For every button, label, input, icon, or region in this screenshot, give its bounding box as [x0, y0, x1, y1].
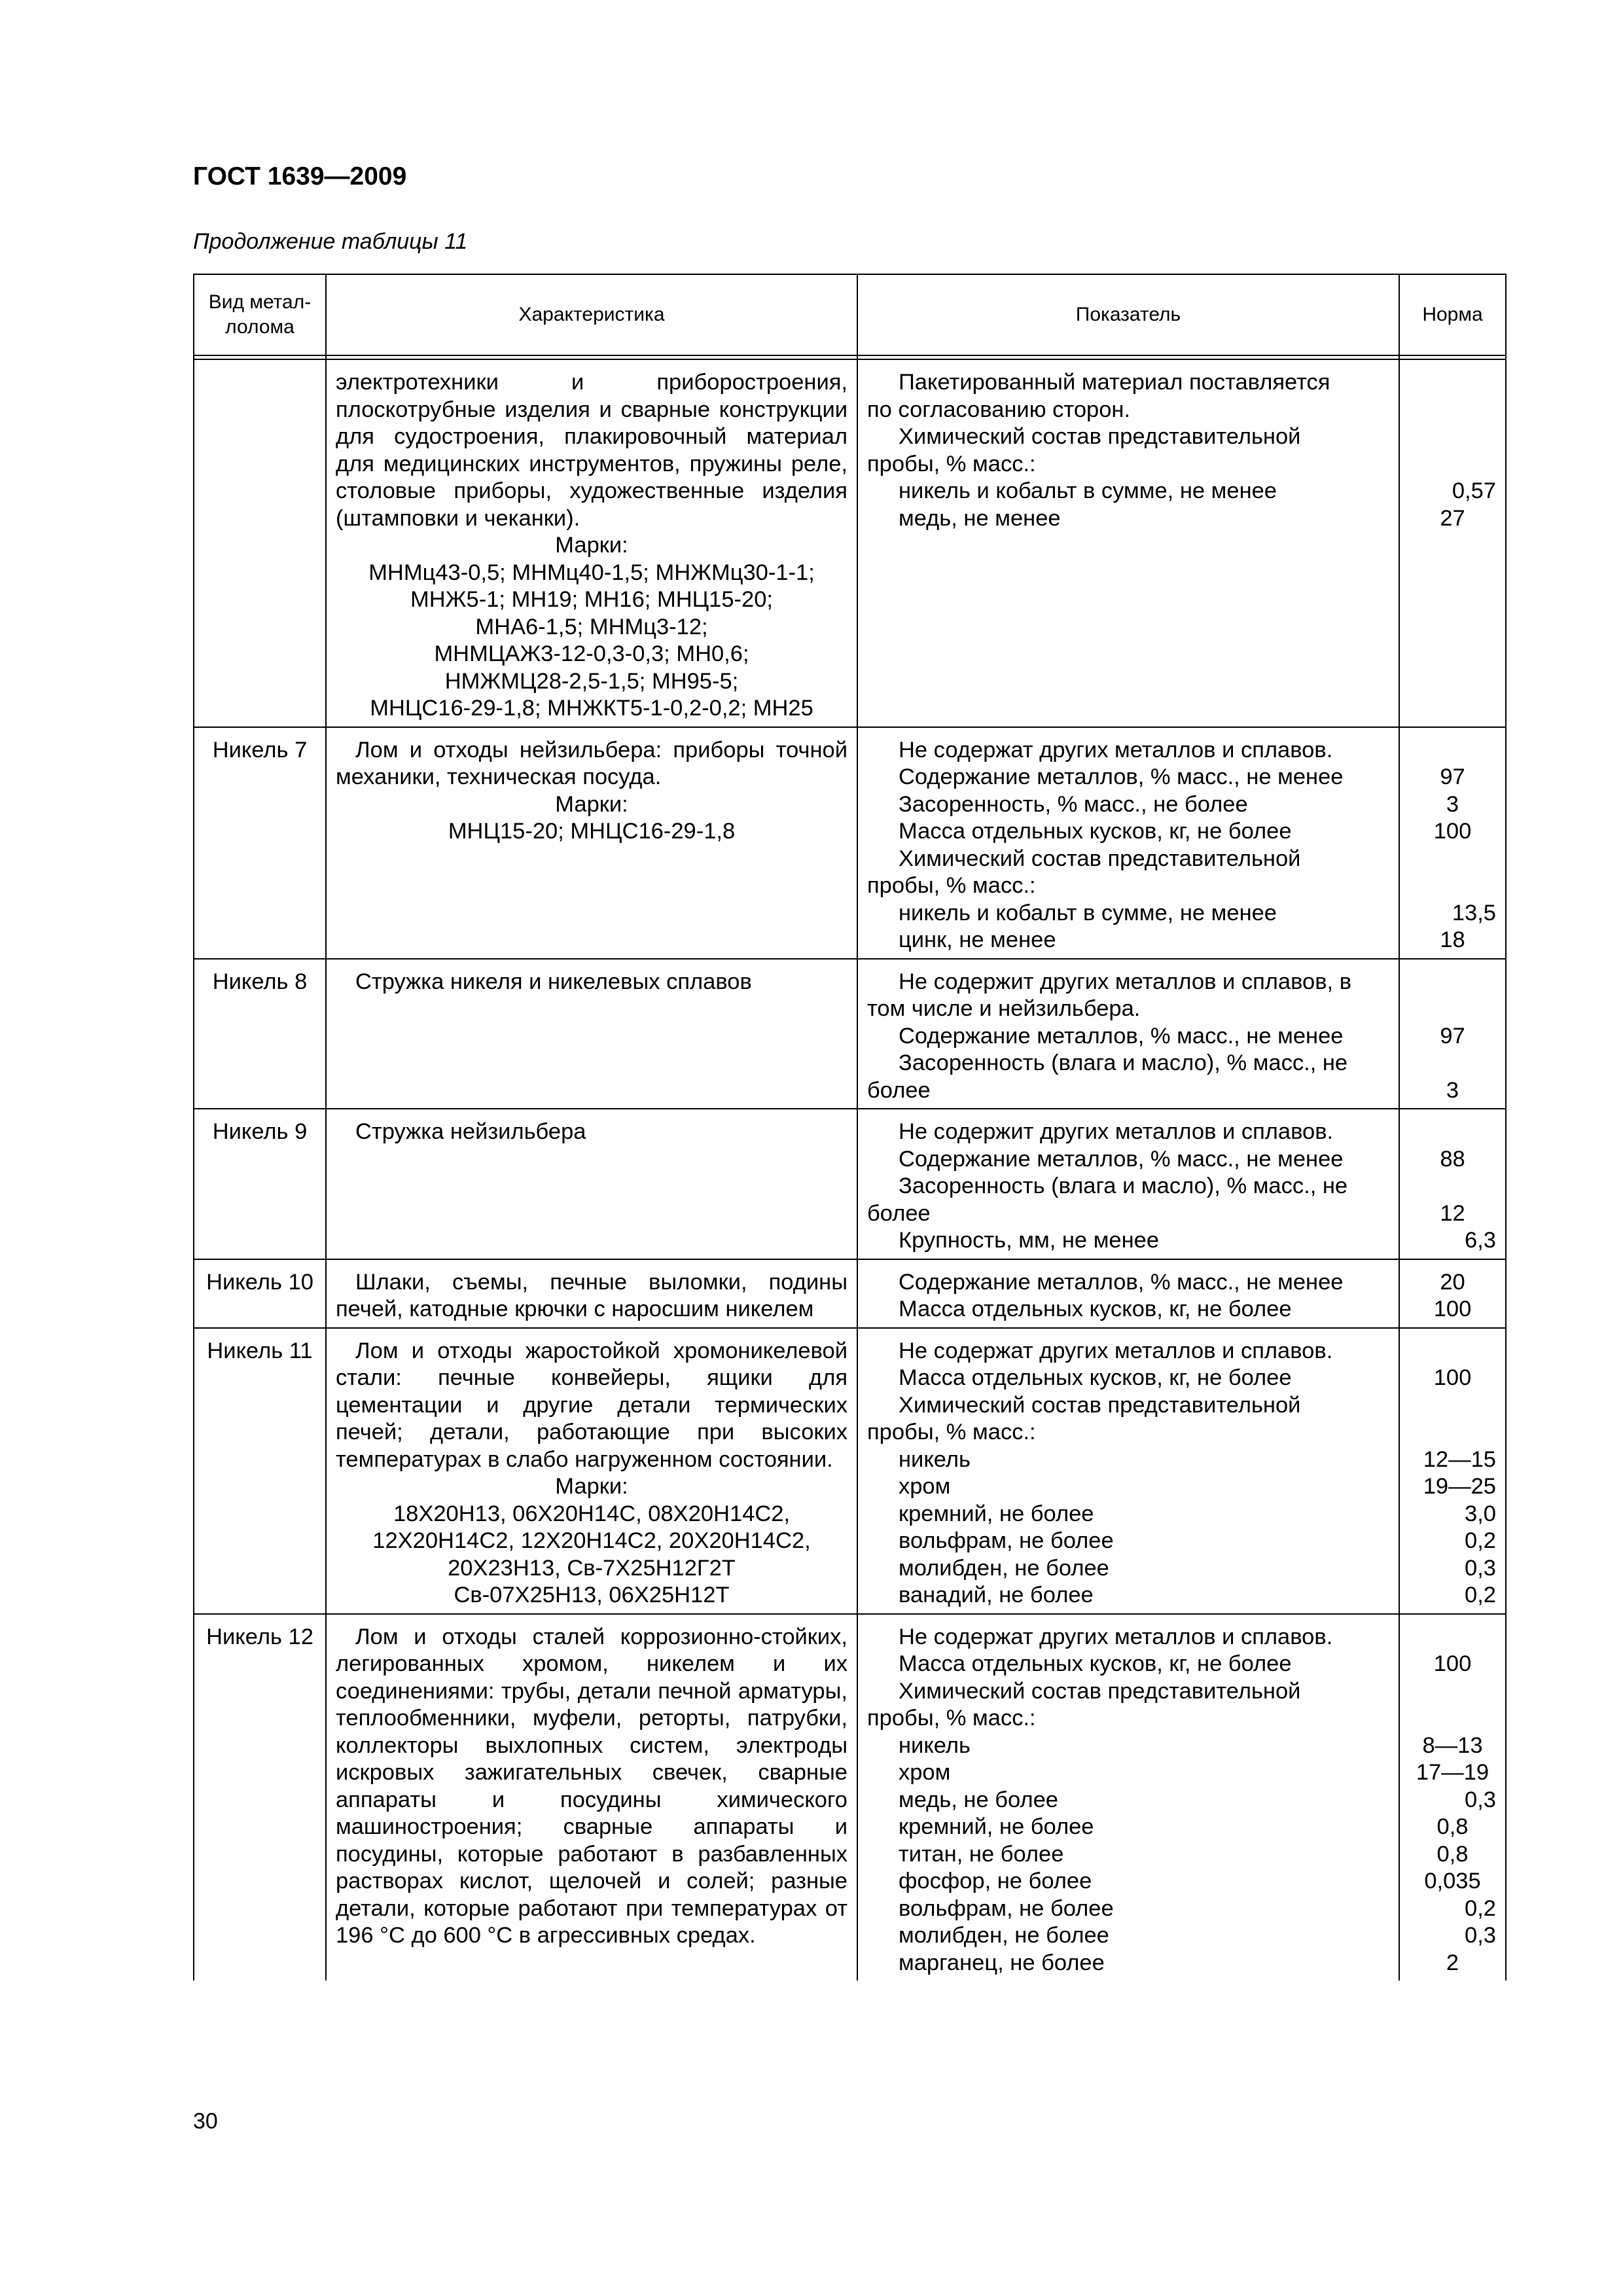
norm-value: 0,2 — [1465, 1583, 1496, 1607]
table-header-row — [194, 274, 1506, 355]
characteristic-text: Стружка никеля и никелевых сплавов — [355, 969, 752, 994]
norm-value: 6,3 — [1465, 1228, 1496, 1253]
cell-norm — [1399, 1328, 1506, 1614]
table-row — [194, 359, 1506, 727]
indicator-line: более — [867, 1200, 931, 1226]
norm-value: 0,3 — [1465, 1923, 1496, 1948]
norm-value: 12—15 — [1423, 1446, 1496, 1472]
norm-value — [1409, 423, 1496, 451]
grade-list-line: МНЖ5-1; МН19; МН16; МНЦ15-20; — [410, 587, 773, 612]
norm-value — [1409, 1173, 1496, 1200]
table-row — [194, 1328, 1506, 1614]
norm-value — [1409, 846, 1496, 873]
indicator-line: Не содержат других металлов и сплавов. — [899, 737, 1333, 762]
characteristic-text: электротехники и приборостроения, плоскотрубные изделия и сварные конструкции для судостроения, плакировочный материал для медицинских инструментов, пружины реле, столовые приборы, художественные изделия (штамповки и чеканки). — [336, 370, 847, 531]
norm-value: 12 — [1440, 1200, 1465, 1226]
indicator-line: титан, не более — [899, 1841, 1064, 1867]
cell-characteristic — [326, 1328, 857, 1614]
indicator-line: никель и кобальт в сумме, не менее — [899, 900, 1277, 925]
indicator-line: никель и кобальт в сумме, не менее — [899, 478, 1277, 503]
indicator-line: вольфрам, не более — [899, 1528, 1114, 1553]
indicator-line: Засоренность (влага и масло), % масс., не — [899, 1174, 1348, 1198]
cell-characteristic — [326, 727, 857, 959]
norm-value: 0,2 — [1465, 1895, 1496, 1921]
indicator-line: Засоренность (влага и масло), % масс., не — [899, 1050, 1348, 1075]
norm-value: 100 — [1433, 1651, 1472, 1676]
cell-scrap-kind — [194, 359, 326, 727]
cell-norm — [1399, 1614, 1506, 1981]
indicator-line: медь, не менее — [899, 505, 1061, 531]
indicator-line: Химический состав представительной — [899, 1678, 1301, 1704]
cell-scrap-kind: Никель 12 — [194, 1614, 326, 1981]
characteristic-text: Лом и отходы сталей коррозионно-стойких, легированных хромом, никелем и их соединениями: трубы, детали печной арматуры, теплообменники, муфели, реторты, патрубки, коллекторы выхлопных систем, электроды искровых зажигательных свечек, сварные аппараты и посудины химического машиностроения; сварные аппараты и посудины, которые работают в разбавленных растворах кислот, щелочей и солей; разные детали, которые работают при температурах от 196 °С до 600 °С в агрессивных средах. — [336, 1624, 847, 1948]
cell-indicator — [857, 1614, 1399, 1981]
grade-list-line: МНА6-1,5; МНМц3-12; — [475, 614, 708, 639]
norm-value: 97 — [1440, 1023, 1465, 1049]
norm-value: 13,5 — [1452, 900, 1496, 925]
indicator-line: кремний, не более — [899, 1501, 1094, 1526]
indicator-line: хром — [899, 1760, 951, 1785]
indicator-line: Химический состав представительной — [899, 1392, 1301, 1418]
col-header-norm: Норма — [1399, 274, 1506, 355]
norm-value: 17—19 — [1416, 1760, 1489, 1785]
indicator-line: Масса отдельных кусков, кг, не более — [899, 1297, 1292, 1321]
table-row — [194, 1614, 1506, 1981]
indicator-line: пробы, % масс.: — [867, 1420, 1036, 1444]
grade-list-line: МНМЦАЖ3-12-0,3-0,3; МН0,6; — [434, 641, 749, 666]
norm-value — [1409, 1419, 1496, 1446]
table-body — [194, 355, 1506, 1981]
norm-value: 3 — [1446, 1077, 1459, 1103]
grade-list-line: МНМц43-0,5; МНМц40-1,5; МНЖМц30-1-1; — [368, 560, 815, 585]
indicator-line: Содержание металлов, % масс., не менее — [899, 1269, 1344, 1295]
grade-list-line: 12Х20Н14С2, 12Х20Н14С2, 20Х20Н14С2, — [372, 1528, 811, 1553]
characteristic-text: Лом и отходы жаростойкой хромоникелевой стали: печные конвейеры, ящики для цементации и другие детали термических печей; детали, работающие при высоких температурах в слабо нагруженном состоянии. — [336, 1338, 847, 1472]
indicator-line: Пакетированный материал поставляется — [899, 370, 1330, 395]
indicator-line: Масса отдельных кусков, кг, не более — [899, 1365, 1292, 1390]
cell-scrap-kind: Никель 7 — [194, 727, 326, 959]
norm-value — [1409, 872, 1496, 900]
norm-value — [1409, 1624, 1496, 1651]
indicator-line: Не содержат других металлов и сплавов. — [899, 1624, 1333, 1649]
gost-table — [193, 274, 1507, 1981]
norm-value: 20 — [1440, 1269, 1465, 1295]
cell-characteristic — [326, 959, 857, 1109]
characteristic-text: Лом и отходы нейзильбера: приборы точной механики, техническая посуда. — [336, 737, 847, 789]
cell-norm — [1399, 1109, 1506, 1259]
indicator-line: Химический состав представительной — [899, 424, 1301, 449]
indicator-line: Содержание металлов, % масс., не менее — [899, 1146, 1344, 1172]
norm-value: 0,2 — [1465, 1528, 1496, 1553]
cell-scrap-kind: Никель 8 — [194, 959, 326, 1109]
norm-value — [1409, 451, 1496, 478]
norm-value — [1409, 1050, 1496, 1077]
cell-scrap-kind: Никель 11 — [194, 1328, 326, 1614]
grade-list-line: 18Х20Н13, 06Х20Н14С, 08Х20Н14С2, — [393, 1501, 791, 1526]
norm-value — [1409, 1678, 1496, 1706]
indicator-line: Содержание металлов, % масс., не менее — [899, 1023, 1344, 1049]
norm-value: 27 — [1440, 505, 1465, 531]
indicator-line: медь, не более — [899, 1787, 1058, 1812]
col-header-indicator: Показатель — [857, 274, 1399, 355]
norm-value: 2 — [1446, 1950, 1459, 1975]
indicator-line: Не содержит других металлов и сплавов. — [899, 1119, 1334, 1144]
indicator-line: Химический состав представительной — [899, 846, 1301, 871]
page-number: 30 — [193, 2109, 218, 2134]
cell-indicator — [857, 727, 1399, 959]
indicator-line: том числе и нейзильбера. — [867, 996, 1141, 1021]
norm-value: 97 — [1440, 764, 1465, 789]
cell-characteristic — [326, 359, 857, 727]
indicator-line: никель — [899, 1446, 971, 1472]
indicator-line: пробы, % масс.: — [867, 1706, 1036, 1731]
cell-indicator — [857, 1109, 1399, 1259]
indicator-line: Масса отдельных кусков, кг, не более — [899, 819, 1292, 844]
indicator-line: молибден, не более — [899, 1555, 1109, 1581]
grade-list-line: МНЦС16-29-1,8; МНЖКТ5-1-0,2-0,2; МН25 — [370, 696, 813, 721]
table-row — [194, 959, 1506, 1109]
grades-label: Марки: — [555, 791, 628, 817]
indicator-line: по согласованию сторон. — [867, 397, 1131, 422]
norm-value — [1409, 996, 1496, 1023]
norm-value: 19—25 — [1423, 1474, 1496, 1499]
norm-value: 0,3 — [1465, 1787, 1496, 1812]
indicator-line: цинк, не менее — [899, 927, 1056, 952]
document-code: ГОСТ 1639—2009 — [193, 162, 407, 190]
characteristic-text: Стружка нейзильбера — [355, 1119, 586, 1144]
norm-value: 0,57 — [1452, 478, 1496, 503]
indicator-line: Не содержат других металлов и сплавов. — [899, 1338, 1333, 1363]
cell-indicator — [857, 359, 1399, 727]
cell-norm — [1399, 1259, 1506, 1328]
indicator-line: пробы, % масс.: — [867, 873, 1036, 898]
norm-value — [1409, 1119, 1496, 1146]
norm-value: 0,035 — [1424, 1869, 1481, 1893]
norm-value — [1409, 397, 1496, 424]
cell-scrap-kind: Никель 10 — [194, 1259, 326, 1328]
indicator-line: марганец, не более — [899, 1950, 1105, 1975]
norm-value — [1409, 969, 1496, 996]
grade-list-line: МНЦ15-20; МНЦС16-29-1,8 — [448, 819, 736, 844]
norm-value — [1409, 1338, 1496, 1365]
cell-characteristic — [326, 1109, 857, 1259]
table-row — [194, 1259, 1506, 1328]
cell-norm — [1399, 359, 1506, 727]
indicator-line: вольфрам, не более — [899, 1895, 1114, 1921]
indicator-line: фосфор, не более — [899, 1869, 1092, 1893]
table-row — [194, 727, 1506, 959]
norm-value: 18 — [1440, 927, 1465, 952]
indicator-line: Засоренность, % масс., не более — [899, 791, 1248, 817]
indicator-line: Содержание металлов, % масс., не менее — [899, 764, 1344, 789]
cell-indicator — [857, 1328, 1399, 1614]
norm-value — [1409, 1392, 1496, 1420]
cell-indicator — [857, 959, 1399, 1109]
cell-norm — [1399, 727, 1506, 959]
indicator-line: хром — [899, 1474, 951, 1499]
norm-value: 100 — [1433, 819, 1472, 844]
table-row — [194, 1109, 1506, 1259]
norm-value: 100 — [1433, 1297, 1472, 1321]
grades-label: Марки: — [555, 533, 628, 558]
norm-value — [1409, 737, 1496, 764]
norm-value: 3,0 — [1465, 1501, 1496, 1526]
norm-value: 8—13 — [1422, 1732, 1483, 1758]
indicator-line: Крупность, мм, не менее — [899, 1228, 1160, 1253]
indicator-line: молибден, не более — [899, 1923, 1109, 1948]
characteristic-text: Шлаки, съемы, печные выломки, подины печей, катодные крючки с наросшим никелем — [336, 1269, 847, 1321]
grade-list-line: НМЖМЦ28-2,5-1,5; МН95-5; — [444, 668, 739, 694]
grade-list-line: 20Х23Н13, Св-7Х25Н12Г2Т — [448, 1555, 736, 1581]
indicator-line: Не содержит других металлов и сплавов, в — [899, 969, 1352, 994]
norm-value — [1409, 369, 1496, 397]
norm-value: 88 — [1440, 1146, 1465, 1172]
indicator-line: кремний, не более — [899, 1814, 1094, 1839]
indicator-line: Масса отдельных кусков, кг, не более — [899, 1651, 1292, 1676]
col-header-characteristic: Характеристика — [326, 274, 857, 355]
table-caption: Продолжение таблицы 11 — [193, 229, 468, 254]
cell-indicator — [857, 1259, 1399, 1328]
norm-value: 100 — [1433, 1365, 1472, 1390]
norm-value: 0,8 — [1436, 1814, 1469, 1839]
cell-scrap-kind: Никель 9 — [194, 1109, 326, 1259]
cell-characteristic — [326, 1259, 857, 1328]
cell-norm — [1399, 959, 1506, 1109]
norm-value — [1409, 1705, 1496, 1732]
norm-value: 0,3 — [1465, 1555, 1496, 1581]
indicator-line: пробы, % масс.: — [867, 451, 1036, 476]
indicator-line: более — [867, 1077, 931, 1103]
indicator-line: ванадий, не более — [899, 1583, 1094, 1607]
grades-label: Марки: — [555, 1474, 628, 1499]
cell-characteristic — [326, 1614, 857, 1981]
grade-list-line: Св-07Х25Н13, 06Х25Н12Т — [454, 1583, 730, 1607]
col-header-kind: Вид метал- лолома — [194, 274, 326, 355]
indicator-line: никель — [899, 1732, 971, 1758]
norm-value: 0,8 — [1436, 1841, 1469, 1867]
norm-value: 3 — [1446, 791, 1459, 817]
